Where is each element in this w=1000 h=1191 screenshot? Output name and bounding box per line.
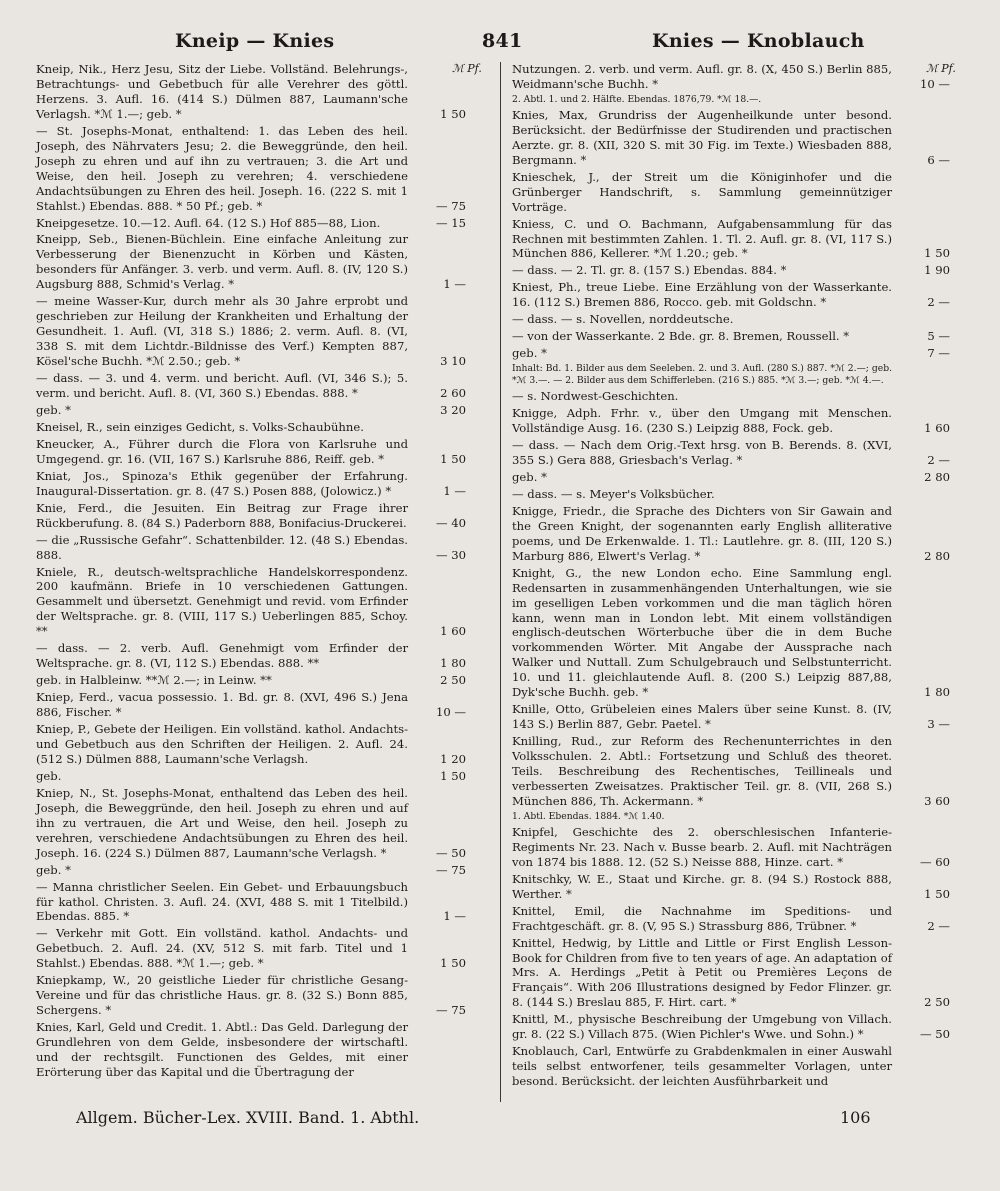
entry-price: 3 20 [440,402,466,417]
catalog-entry [36,124,466,214]
catalog-entry [512,702,950,732]
catalog-entry [512,406,950,436]
entry-text: Kniep, N., St. Josephs-Monat, enthaltend das Leben des heil. Joseph, die Beweggründe, den heil. Joseph zu ehren und auf ihn zu vertrauen, die Art und Weise, den heil. Joseph zu verehren, verschiedene Andachtsübungen zu Ehren des heil. Joseph. 16. (224 S.) Dülmen 887, Laumann'sche Verlagsh. * [36,785,412,860]
catalog-entry [512,825,950,870]
entry-price: — 60 [919,854,950,869]
entry-text: geb. * [36,402,71,417]
entry-text: Knittel, Emil, die Nachnahme im Speditions- und Frachtgeschäft. gr. 8. (V, 95 S.) Strassburg 886, Trübner. * [512,903,896,933]
catalog-entry [36,769,466,784]
entry-price: 2 — [927,918,950,933]
entry-price: 1 80 [440,656,466,671]
entry-text: — dass. — s. Novellen, norddeutsche. [512,312,734,327]
entry-text: Inhalt: Bd. 1. Bilder aus dem Seeleben. 2. und 3. Aufl. (280 S.) 887. *ℳ 2.—; geb. *ℳ 3.—. — 2. Bilder aus dem Schifferleben. (216 S.) 885. *ℳ 3.—; geb. *ℳ 4.—. [512,363,895,387]
catalog-entry [512,566,950,701]
catalog-entry [36,673,466,688]
entry-text: Nutzungen. 2. verb. und verm. Aufl. gr. 8. (X, 450 S.) Berlin 885, Weidmann'sche Buchh. * [512,62,896,91]
entry-text: Knieschek, J., der Streit um die Königinhofer und die Grünberger Handschrift, s. Sammlung gemeinnütziger Vorträge. [512,169,896,214]
entry-text: Knoblauch, Carl, Entwürfe zu Grabdenkmalen in einer Auswahl teils selbst entworfener, teils gesammelter Vorlagen, unter besond. Berücksicht. der leichten Ausführbarkeit und [512,1044,896,1089]
catalog-entry [512,470,950,485]
catalog-entry [512,280,950,310]
entry-text: Knies, Karl, Geld und Credit. 1. Abtl.: Das Geld. Darlegung der Grundlehren von dem Gelde, insbesondere der wirtschaftl. und der rechtsgilt. Functionen des Geldes, mit einer Erörterung über das Kapital und die Übertragung der [36,1020,412,1079]
catalog-entry [512,487,950,502]
catalog-entry [512,872,950,902]
entry-price: 1 50 [440,106,466,121]
entry-price: 2 — [927,295,950,310]
entry-price: 6 — [927,152,950,167]
entry-text: Kniep, Ferd., vacua possessio. 1. Bd. gr. 8. (XVI, 496 S.) Jena 886, Fischer. * [36,690,412,720]
catalog-entry [512,734,950,809]
catalog-entry [512,108,950,168]
entry-price: 1 60 [440,624,466,639]
entry-price: — 75 [435,198,466,213]
entry-text: — die „Russische Gefahr“. Schattenbilder. 12. (48 S.) Ebendas. 888. [36,532,412,562]
entry-text: Kniele, R., deutsch-weltsprachliche Handelskorrespondenz. 200 kaufmänn. Briefe in 10 verschiedenen Gattungen. Gesammelt und übersetzt. Genehmigt und revid. vom Erfinder der Weltsprache. gr. 8. (VIII, 117 S.) Ueberlingen 885, Schoy. ** [36,564,412,639]
catalog-entry [512,263,950,278]
catalog-entry [36,973,466,1018]
catalog-entry [512,904,950,934]
currency-unit-right: ℳ Pf. [926,62,956,75]
catalog-entry [512,94,950,106]
entry-text: Knipfel, Geschichte des 2. oberschlesischen Infanterie-Regiments Nr. 23. Nach v. Busse bearb. 2. Aufl. mit Nachträgen von 1874 bis 1888. 12. (52 S.) Neisse 888, Hinze. cart. * [512,824,896,869]
entry-price: — 30 [435,547,466,562]
entry-price: 1 90 [924,263,950,278]
entry-text: — dass. — 2. verb. Aufl. Genehmigt vom Erfinder der Weltsprache. gr. 8. (VI, 112 S.) Ebendas. 888. ** [36,641,412,671]
catalog-entry [36,294,466,369]
catalog-entry [36,501,466,531]
entry-text: Kneipgesetze. 10.—12. Aufl. 64. (12 S.) Hof 885—88, Lion. [36,215,381,230]
running-head-left: Kneip — Knies [175,30,335,52]
footer-signature: Allgem. Bücher-Lex. XVIII. Band. 1. Abthl. [76,1108,420,1127]
catalog-entry [36,641,466,671]
entry-price: 1 — [443,909,466,924]
catalog-entry [512,170,950,215]
entry-text: — St. Josephs-Monat, enthaltend: 1. das Leben des heil. Joseph, des Nährvaters Jesu; 2. die Beweggründe, den heil. Joseph zu ehren und auf ihn zu vertrauen; 3. die Art und Weise, den heil. Joseph zu verehren; 4. verschiedene Andachtsübungen zu Ehren des heil. Joseph. 16. (222 S. mit 1 Stahlst.) Ebendas. 888. * 50 Pf.; geb. * [36,123,412,213]
currency-unit-left: ℳ Pf. [452,62,482,75]
catalog-entry [36,786,466,861]
entry-price: 7 — [927,346,950,361]
entry-price: 3 — [927,717,950,732]
entry-price: — 75 [435,862,466,877]
catalog-entry [36,1020,466,1080]
catalog-entry [36,722,466,767]
footer-sheet-number: 106 [840,1108,871,1127]
entry-text: Knight, G., the new London echo. Eine Sammlung engl. Redensarten in zusammenhängenden Unterhaltungen, wie sie im geselligen Leben vorkommen und die man täglich hören kann, wenn man in London lebt. Mit einem vollständigen englisch-deutschen Wörterbuche über die in dem Buche vorkommenden Wörter. Mit Angabe der Aussprache nach Walker und Nuttall. Zum Schulgebrauch und Selbstunterricht. 10. und 11. gleichlautende Aufl. 8. (200 S.) Leipzig 887,88, Dyk'sche Buchh. geb. * [512,565,896,700]
entry-text: geb. in Halbleinw. **ℳ 2.—; in Leinw. ** [36,673,272,688]
catalog-entry [36,371,466,401]
entry-text: — meine Wasser-Kur, durch mehr als 30 Jahre erprobt und geschrieben zur Heilung der Krankheiten und Erhaltung der Gesundheit. 1. Aufl. (VI, 318 S.) 1886; 2. verm. Aufl. 8. (VI, 338 S. mit dem Lichtdr.-Bildnisse des Verf.) Kempten 887, Kösel'sche Buchh. *ℳ 2.50.; geb. * [36,294,412,369]
catalog-entry [36,216,466,231]
entry-text: Knille, Otto, Grübeleien eines Malers über seine Kunst. 8. (IV, 143 S.) Berlin 887, Gebr. Paetel. * [512,702,896,732]
catalog-entry [36,437,466,467]
entry-text: — von der Wasserkante. 2 Bde. gr. 8. Bremen, Roussell. * [512,329,850,344]
catalog-entry [36,232,466,292]
catalog-entry [36,469,466,499]
entry-text: — dass. — s. Meyer's Volksbücher. [512,486,715,501]
entry-price: 3 10 [440,354,466,369]
entry-price: — 50 [435,845,466,860]
catalog-entry [512,811,950,823]
entry-price: — 50 [919,1027,950,1042]
entry-price: — 40 [435,515,466,530]
entry-text: Kniess, C. und O. Bachmann, Aufgabensammlung für das Rechnen mit bestimmten Zahlen. 1. Tl. 2. Aufl. gr. 8. (VI, 117 S.) München 886, Kellerer. *ℳ 1.20.; geb. * [512,216,896,261]
entry-text: Kneisel, R., sein einziges Gedicht, s. Volks-Schaubühne. [36,419,364,434]
entry-text: Kniep, P., Gebete der Heiligen. Ein vollständ. kathol. Andachts- und Gebetbuch aus den Schriften der Heiligen. 2. Aufl. 24. (512 S.) Dülmen 888, Laumann'sche Verlagsh. [36,722,412,766]
entry-text: — s. Nordwest-Geschichten. [512,389,679,404]
column-divider [500,62,501,1102]
catalog-entry [512,1012,950,1042]
entry-price: 1 50 [924,886,950,901]
entry-price: 1 80 [924,685,950,700]
entry-price: 1 — [443,483,466,498]
right-column [512,62,950,1089]
entry-text: geb. * [36,862,71,877]
catalog-entry [512,329,950,344]
entry-price: 5 — [927,329,950,344]
catalog-entry [512,217,950,262]
entry-price: 2 50 [440,673,466,688]
catalog-entry [512,504,950,564]
catalog-entry [36,420,466,435]
entry-text: Kniepkamp, W., 20 geistliche Lieder für christliche Gesang-Vereine und für das christliche Haus. gr. 8. (32 S.) Bonn 885, Schergens. * [36,973,412,1018]
entry-text: — dass. — 2. Tl. gr. 8. (157 S.) Ebendas. 884. * [512,263,787,278]
catalog-entry [36,533,466,563]
entry-text: — Verkehr mit Gott. Ein vollständ. kathol. Andachts- und Gebetbuch. 2. Aufl. 24. (XV, 512 S. mit farb. Titel und 1 Stahlst.) Ebendas. 888. *ℳ 1.—; geb. * [36,926,412,971]
catalog-entry [36,565,466,640]
entry-text: — dass. — 3. und 4. verm. und bericht. Aufl. (VI, 346 S.); 5. verm. und bericht. Aufl. 8. (VI, 360 S.) Ebendas. 888. * [36,371,412,401]
catalog-entry [512,346,950,361]
entry-price: 2 — [927,452,950,467]
entry-text: Knittel, Hedwig, by Little and Little or First English Lesson-Book for Children from five to ten years of age. An adaptation of Mrs. A. Herdings „Petit à Petit ou Premières Leçons de Français“. With 206 Illustrations designed by Fedor Flinzer. gr. 8. (144 S.) Breslau 885, F. Hirt. cart. * [512,935,896,1010]
entry-price: 2 50 [924,995,950,1010]
page-number: 841 [482,30,523,52]
catalog-entry [512,312,950,327]
entry-text: Knigge, Friedr., die Sprache des Dichters von Sir Gawain and the Green Knight, der sogenannten early English alliterative poems, und De Erkenwalde. 1. Tl.: Lautlehre. gr. 8. (III, 120 S.) Marburg 886, Elwert's Verlag. * [512,503,896,563]
entry-text: Knilling, Rud., zur Reform des Rechenunterrichtes in den Volksschulen. 2. Abtl.: Fortsetzung und Schluß des theoret. Teils. Beschreibung des Rechentisches, Teillineals und verbesserten Zweisatzes. Praktischer Teil. gr. 8. (VII, 268 S.) München 886, Th. Ackermann. * [512,734,896,808]
catalog-entry [36,690,466,720]
entry-text: — dass. — Nach dem Orig.-Text hrsg. von B. Berends. 8. (XVI, 355 S.) Gera 888, Griesbach's Verlag. * [512,438,896,467]
catalog-entry [512,936,950,1011]
entry-price: 1 60 [924,421,950,436]
entry-price: 2 80 [924,469,950,484]
entry-text: Kniat, Jos., Spinoza's Ethik gegenüber der Erfahrung. Inaugural-Dissertation. gr. 8. (47 S.) Posen 888, (Jolowicz.) * [36,468,412,498]
entry-price: 1 50 [440,768,466,783]
entry-price: 1 20 [440,751,466,766]
entry-text: geb. * [512,346,547,361]
entry-price: 1 50 [924,246,950,261]
left-column [36,62,466,1080]
entry-text: 2. Abtl. 1. und 2. Hälfte. Ebendas. 1876,79. *ℳ 18.—. [512,93,762,105]
catalog-entry [36,926,466,971]
entry-price: 2 60 [440,386,466,401]
entry-text: Knie, Ferd., die Jesuiten. Ein Beitrag zur Frage ihrer Rückberufung. 8. (84 S.) Paderborn 888, Bonifacius-Druckerei. [36,500,412,530]
entry-price: 3 60 [924,793,950,808]
catalog-entry [36,880,466,925]
entry-text: Knigge, Adph. Frhr. v., über den Umgang mit Menschen. Vollständige Ausg. 16. (230 S.) Leipzig 888, Fock. geb. [512,406,896,436]
entry-text: Kneipp, Seb., Bienen-Büchlein. Eine einfache Anleitung zur Verbesserung der Bienenzucht in Körben und Kästen, besonders für Anfänger. 3. verb. und verm. Aufl. 8. (IV, 120 S.) Augsburg 888, Schmid's Verlag. * [36,232,412,292]
entry-text: geb. [36,768,62,783]
entry-text: Kneucker, A., Führer durch die Flora von Karlsruhe und Umgegend. gr. 16. (VII, 167 S.) Karlsruhe 886, Reiff. geb. * [36,436,412,466]
catalog-entry [512,438,950,468]
entry-text: — Manna christlicher Seelen. Ein Gebet- und Erbauungsbuch für kathol. Christen. 3. Aufl. 24. (XVI, 488 S. mit 1 Titelbild.) Ebendas. 885. * [36,879,412,924]
entry-price: — 75 [435,1003,466,1018]
entry-text: Knies, Max, Grundriss der Augenheilkunde unter besond. Berücksicht. der Bedürfnisse der Studirenden und practischen Aerzte. gr. 8. (XII, 320 S. mit 30 Fig. im Texte.) Wiesbaden 888, Bergmann. * [512,107,896,167]
entry-text: 1. Abtl. Ebendas. 1884. *ℳ 1.40. [512,810,665,822]
entry-price: 10 — [435,705,466,720]
catalog-entry [36,863,466,878]
entry-price: — 15 [435,215,466,230]
entry-price: 1 50 [440,956,466,971]
entry-price: 1 — [443,277,466,292]
entry-text: Kneip, Nik., Herz Jesu, Sitz der Liebe. Vollständ. Belehrungs-, Betrachtungs- und Gebetbuch für alle Verehrer des göttl. Herzens. 3. Aufl. 16. (414 S.) Dülmen 887, Laumann'sche Verlagsh. *ℳ 1.—; geb. * [36,62,412,121]
catalog-entry [36,403,466,418]
running-head-right: Knies — Knoblauch [652,30,865,52]
catalog-entry [512,1044,950,1089]
catalog-entry [512,363,950,387]
catalog-entry [36,62,466,122]
entry-text: geb. * [512,469,547,484]
entry-text: Knitschky, W. E., Staat und Kirche. gr. 8. (94 S.) Rostock 888, Werther. * [512,871,896,901]
entry-price: 10 — [919,76,950,91]
entry-text: Kniest, Ph., treue Liebe. Eine Erzählung von der Wasserkante. 16. (112 S.) Bremen 886, Rocco. geb. mit Goldschn. * [512,280,896,310]
entry-price: 1 50 [440,451,466,466]
catalog-entry [512,389,950,404]
catalog-entry [512,62,950,92]
entry-text: Knittl, M., physische Beschreibung der Umgebung von Villach. gr. 8. (22 S.) Villach 875. (Wien Pichler's Wwe. und Sohn.) * [512,1012,896,1042]
entry-price: 2 80 [924,548,950,563]
